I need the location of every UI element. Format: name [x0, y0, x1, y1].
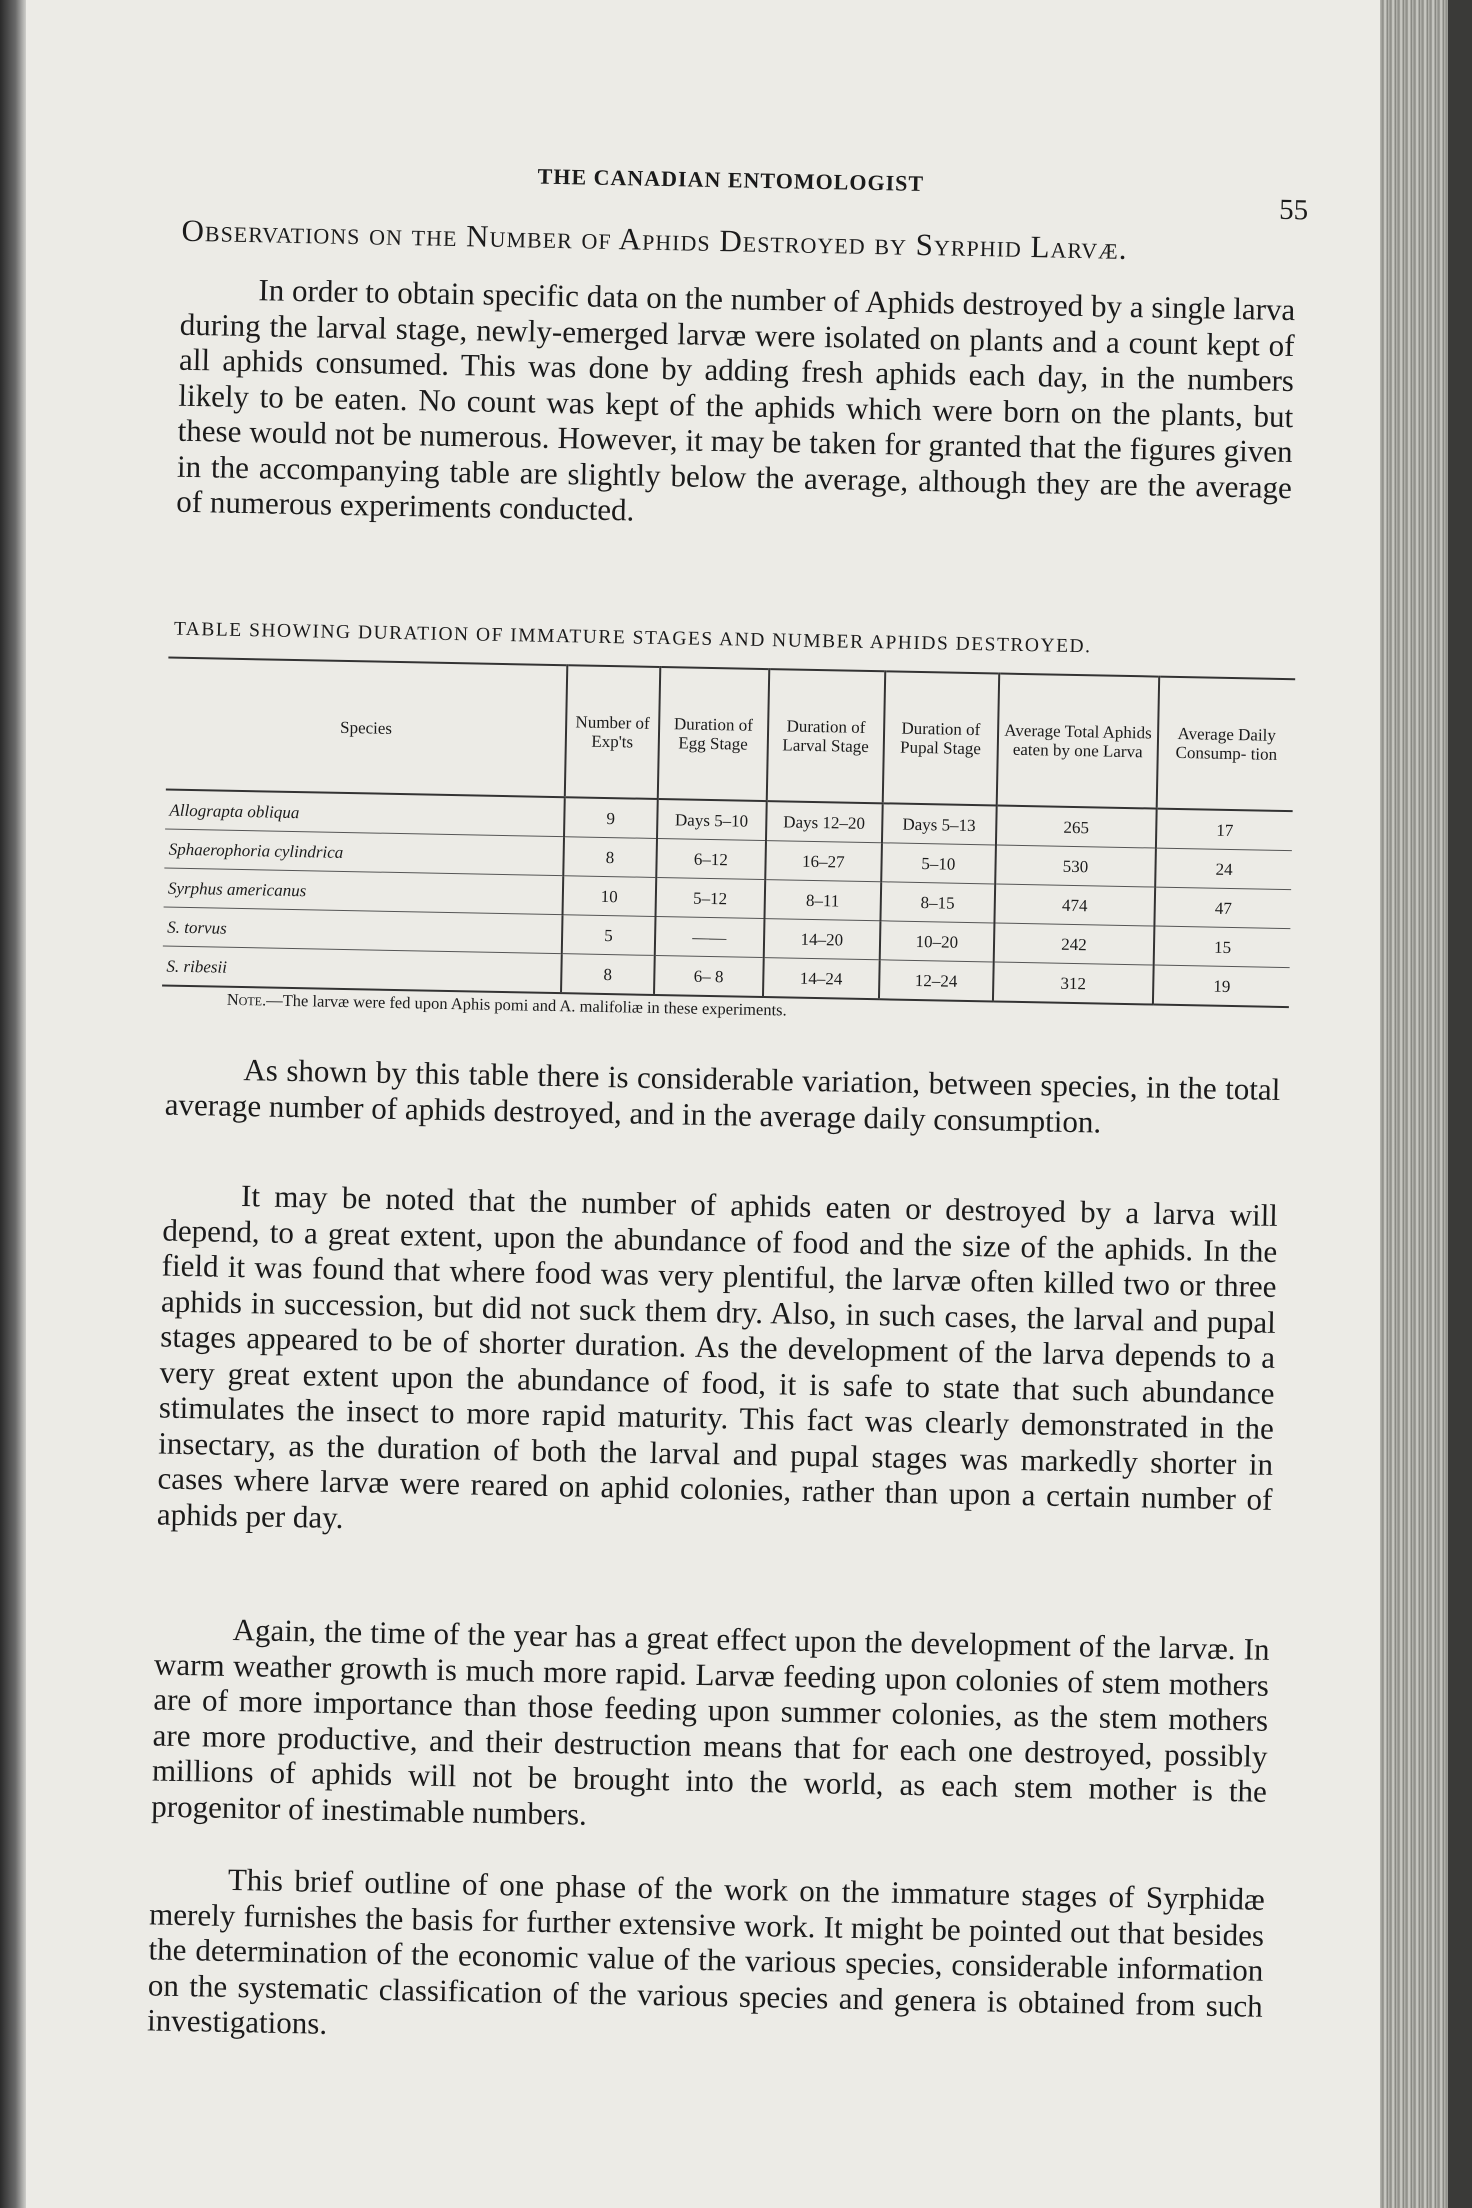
cell-larval: 16–27 — [765, 841, 882, 882]
cell-experiments: 8 — [563, 837, 656, 878]
header-larval-stage: Duration of Larval Stage — [766, 669, 885, 803]
paragraph-food-abundance: It may be noted that the number of aphids eaten or destroyed by a larva will depend, to a great extent, upon the abundance of food and the size of the aphids. In the field it was found that where food was very plentiful, the larvæ often killed two or three aphids in succession, but did not suck them dry. Also, in such cases, the larval and pupal stages appeared to be of shorter duration. As the development of the larva depends to a very great extent upon the abundance of food, it is safe to state that such abundance stimulates the insect to more rapid maturity. This fact was clearly demonstrated in the insectary, as the duration of both the larval and pupal stages was markedly shorter in cases where larvæ were reared on aphid colonies, rather than upon a certain number of aphids per day. — [156, 1178, 1279, 1535]
running-head: THE CANADIAN ENTOMOLOGIST — [537, 163, 925, 196]
paragraph-variation: As shown by this table there is considerable variation, between species, in the total average number of aphids destroyed, and in the average daily consumption. — [164, 1052, 1281, 1140]
cell-larval: Days 12–20 — [766, 801, 883, 843]
page-number: 55 — [1278, 193, 1309, 227]
cell-larval: 14–20 — [763, 919, 880, 960]
section-title: Observations on the Number of Aphids Destroyed by Syrphid Larvæ. — [181, 212, 1128, 266]
cell-egg: —— — [654, 916, 764, 957]
cell-experiments: 8 — [561, 954, 654, 995]
cell-species: S. ribesii — [162, 946, 562, 993]
cell-egg: 5–12 — [655, 877, 765, 918]
table-header-row — [166, 658, 1295, 812]
intro-paragraph: In order to obtain specific data on the number of Aphids destroyed by a single larva during the larval stage, newly-emerged larvæ were isolated on plants and a count kept of all aphids consumed. This was done by adding fresh aphids each day, in the numbers likely to be eaten. No count was kept of the aphids which were born on the plants, but these would not be numerous. However, it may be taken for granted that the figures given in the accompanying table are slightly below the average, although they are the average of numerous experiments conducted. — [176, 272, 1296, 528]
cell-species: Syrphus americanus — [164, 868, 564, 915]
note-text: —The larvæ were fed upon Aphis pomi and A. malifoliæ in these experiments. — [266, 990, 787, 1020]
cell-daily: 17 — [1156, 809, 1292, 851]
cell-egg: 6– 8 — [654, 955, 764, 997]
table-caption: TABLE SHOWING DURATION OF IMMATURE STAGES AND NUMBER APHIDS DESTROYED. — [173, 618, 1092, 658]
cell-total: 474 — [994, 884, 1155, 926]
header-daily-consumption: Average Daily Consump- tion — [1157, 677, 1295, 812]
cell-daily: 15 — [1154, 926, 1290, 968]
cell-pupal: 12–24 — [879, 960, 994, 1002]
cell-larval: 8–11 — [764, 880, 881, 921]
paragraph-conclusion: This brief outline of one phase of the work on the immature stages of Syrphidæ merely furnishes the basis for further extensive work. It might be pointed out that besides the determination of the economic value of the various species, considerable information on the systematic classification of the various species and genera is obtained from such investigations. — [146, 1861, 1266, 2041]
header-species: Species — [166, 658, 567, 798]
header-pupal-stage: Duration of Pupal Stage — [883, 671, 999, 805]
cell-experiments: 9 — [564, 797, 657, 838]
cell-daily: 19 — [1153, 965, 1289, 1007]
cell-larval: 14–24 — [763, 958, 880, 1000]
cell-species: S. torvus — [163, 907, 563, 954]
cell-experiments: 10 — [563, 876, 656, 917]
cell-egg: 6–12 — [656, 838, 766, 879]
cell-total: 242 — [993, 923, 1154, 965]
cell-pupal: Days 5–13 — [882, 803, 997, 845]
cell-total: 530 — [995, 845, 1156, 887]
aphid-data-table — [162, 657, 1295, 1009]
cell-pupal: 10–20 — [880, 921, 994, 962]
note-label: Note. — [226, 989, 267, 1010]
cell-pupal: 8–15 — [880, 882, 994, 923]
paragraph-time-of-year: Again, the time of the year has a great effect upon the development of the larvæ. In warm weather growth is much more rapid. Larvæ feeding upon colonies of stem mothers are of more importance than those feeding upon summer colonies, as the stem mothers are more productive, and their destruction means that for each one destroyed, possibly millions of aphids will not be brought into the world, as each stem mother is the progenitor of inestimable numbers. — [151, 1611, 1270, 1832]
header-experiments: Number of Exp'ts — [565, 665, 660, 799]
cell-egg: Days 5–10 — [657, 799, 767, 841]
cell-daily: 47 — [1155, 887, 1291, 929]
cell-daily: 24 — [1155, 848, 1291, 890]
header-egg-stage: Duration of Egg Stage — [657, 667, 769, 801]
cell-total: 312 — [993, 962, 1154, 1005]
cell-experiments: 5 — [562, 915, 655, 956]
cell-pupal: 5–10 — [881, 843, 995, 884]
cell-species: Sphaerophoria cylindrica — [164, 829, 564, 876]
header-total-aphids: Average Total Aphids eaten by one Larva — [996, 674, 1159, 809]
cell-species: Allograpta obliqua — [165, 790, 565, 837]
cell-total: 265 — [996, 805, 1157, 848]
